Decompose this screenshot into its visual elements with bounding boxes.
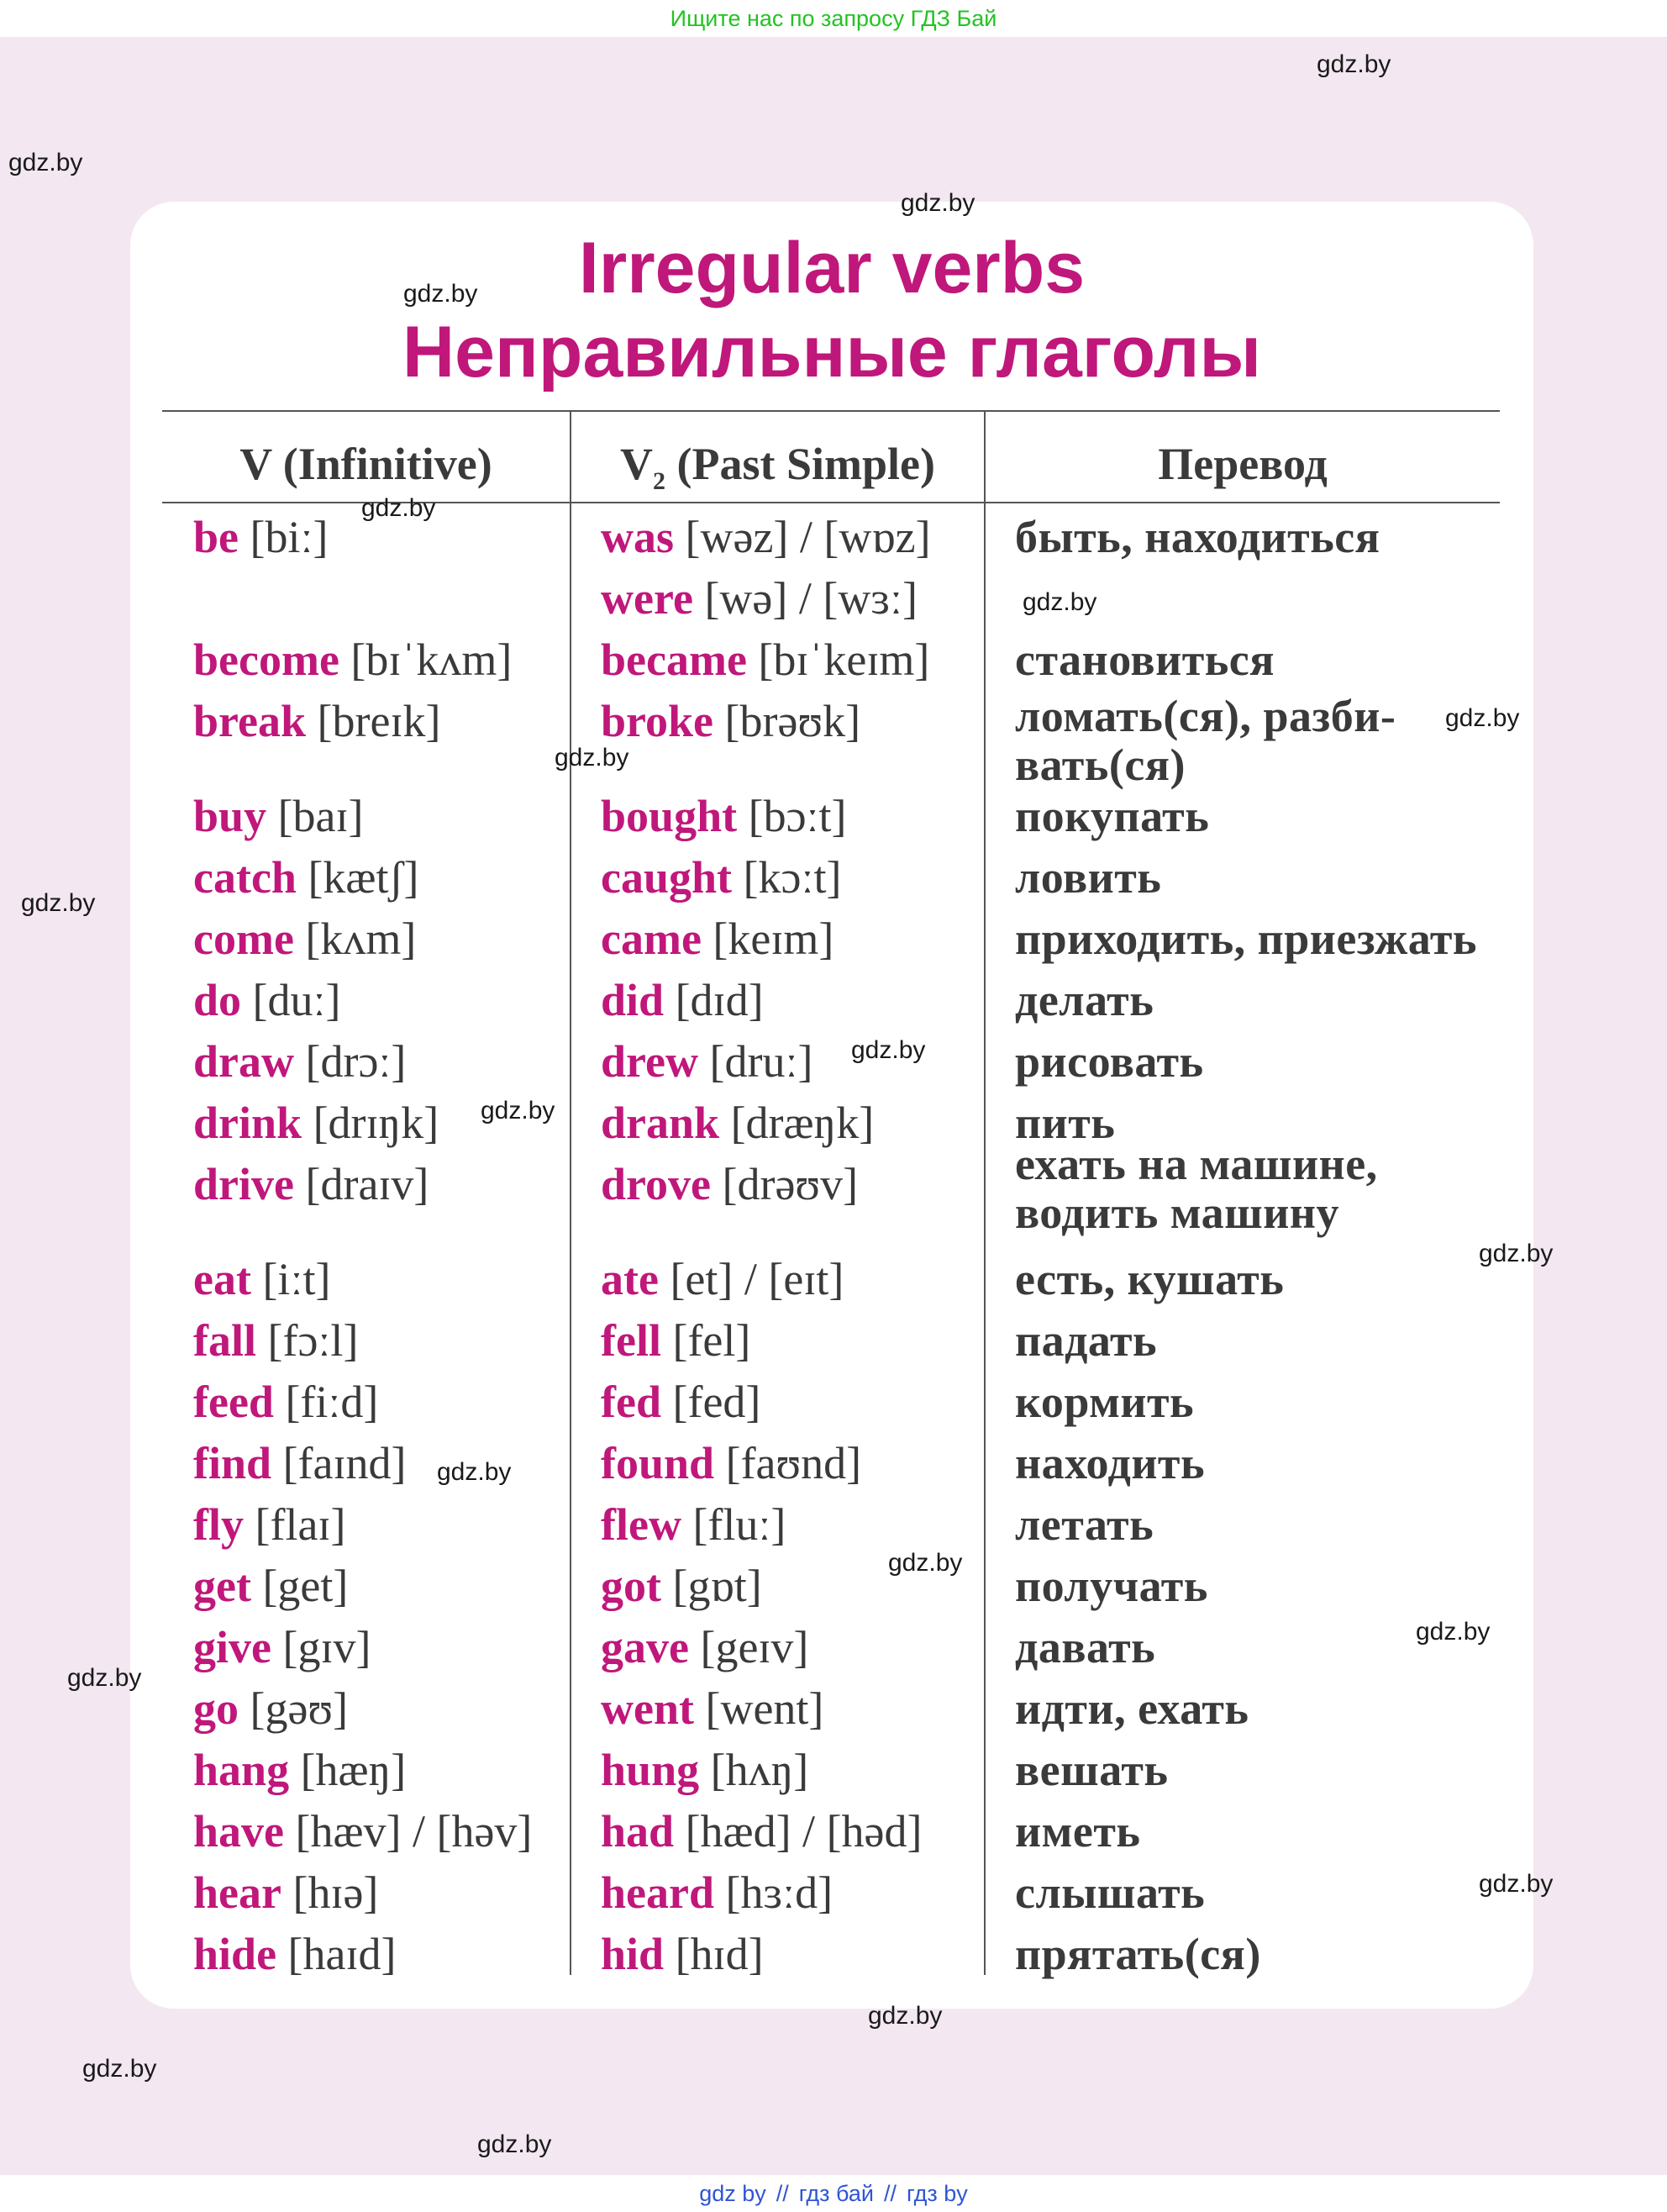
past-verb: ate	[601, 1254, 659, 1304]
infinitive-verb: find	[193, 1438, 272, 1488]
infinitive-verb: fly	[193, 1499, 244, 1550]
table-row	[130, 853, 1533, 914]
past-simple-cell	[601, 1684, 823, 1733]
infinitive-verb: fall	[193, 1315, 256, 1366]
infinitive-cell	[193, 1439, 406, 1488]
translation-text: вешать	[1015, 1745, 1169, 1795]
infinitive-verb: become	[193, 635, 339, 685]
table-row	[130, 1139, 1533, 1255]
watermark: gdz.by	[868, 2002, 943, 2030]
translation-text-cont: вать(ся)	[1015, 740, 1186, 790]
watermark: gdz.by	[481, 1097, 555, 1124]
translation-cell	[1015, 1255, 1284, 1304]
translation-cell	[1015, 914, 1477, 963]
past-transcription: [dɪd]	[664, 975, 764, 1025]
infinitive-verb: get	[193, 1561, 251, 1611]
table-row	[130, 691, 1533, 792]
past-verb: fell	[601, 1315, 661, 1366]
translation-text: делать	[1015, 975, 1154, 1025]
past-simple-cell	[601, 635, 929, 684]
infinitive-cell	[193, 1807, 532, 1856]
infinitive-cell	[193, 976, 341, 1024]
infinitive-cell	[193, 1098, 439, 1147]
past-transcription: [kɔːt]	[732, 852, 842, 903]
infinitive-transcription: [get]	[250, 1561, 349, 1611]
title-russian: Неправильные глаголы	[402, 312, 1261, 392]
verbs-card	[130, 202, 1533, 2009]
past-verb: fed	[601, 1377, 661, 1427]
infinitive-transcription: [kʌm]	[293, 914, 417, 964]
translation-cell	[1015, 1930, 1261, 1978]
translation-cell	[1015, 1377, 1194, 1426]
table-row	[130, 1377, 1533, 1439]
past-transcription: [fed]	[660, 1377, 761, 1427]
header-past-simple	[571, 430, 984, 498]
past-simple-cell	[601, 1316, 750, 1365]
past-transcription: [bɔːt]	[737, 791, 847, 841]
table-row	[130, 976, 1533, 1037]
infinitive-cell	[193, 1746, 406, 1794]
banner-separator: //	[776, 2181, 789, 2206]
infinitive-verb: drive	[193, 1159, 294, 1209]
translation-text: есть, кушать	[1015, 1254, 1285, 1304]
infinitive-verb: catch	[193, 852, 297, 903]
table-row	[130, 574, 1533, 635]
translation-text: ломать(ся), разби-	[1015, 691, 1396, 741]
translation-text: покупать	[1015, 791, 1210, 841]
past-simple-cell	[601, 697, 860, 745]
table-row	[130, 1439, 1533, 1500]
infinitive-transcription: [kætʃ]	[296, 852, 419, 903]
translation-cell	[1015, 1623, 1155, 1672]
watermark: gdz.by	[1479, 1870, 1554, 1898]
past-verb: did	[601, 975, 665, 1025]
watermark: gdz.by	[1445, 704, 1520, 732]
past-transcription: [fluː]	[681, 1499, 786, 1550]
infinitive-verb: have	[193, 1806, 284, 1856]
infinitive-transcription: [drɔː]	[294, 1036, 407, 1087]
infinitive-transcription: [haɪd]	[276, 1929, 397, 1979]
infinitive-transcription: [hɪə]	[281, 1867, 379, 1918]
past-verb: hid	[601, 1929, 665, 1979]
past-transcription: [drəʊv]	[711, 1159, 859, 1209]
watermark: gdz.by	[361, 494, 436, 522]
bottom-banner[interactable]	[0, 2175, 1667, 2212]
translation-text: иметь	[1015, 1806, 1141, 1856]
translation-text: получать	[1015, 1561, 1208, 1611]
infinitive-transcription: [baɪ]	[266, 791, 364, 841]
past-verb: caught	[601, 852, 733, 903]
table-row	[130, 914, 1533, 976]
infinitive-verb: hide	[193, 1929, 277, 1979]
past-verb: flew	[601, 1499, 681, 1550]
infinitive-cell	[193, 792, 364, 840]
past-transcription: [bɪˈkeɪm]	[746, 635, 930, 685]
past-simple-cell	[601, 792, 847, 840]
watermark: gdz.by	[1479, 1240, 1554, 1267]
translation-cell	[1015, 853, 1161, 902]
translation-cell	[1015, 1500, 1154, 1549]
banner-link[interactable]: гдз бай	[798, 2181, 874, 2206]
infinitive-transcription: [iːt]	[250, 1254, 331, 1304]
infinitive-verb: do	[193, 975, 242, 1025]
infinitive-verb: hear	[193, 1867, 281, 1918]
past-simple-cell	[601, 914, 834, 963]
translation-text: находить	[1015, 1438, 1206, 1488]
table-row	[130, 1746, 1533, 1807]
infinitive-cell	[193, 697, 440, 745]
past-simple-cell	[601, 853, 841, 902]
past-transcription: [geɪv]	[688, 1622, 809, 1672]
table-row	[130, 513, 1533, 574]
past-simple-cell	[601, 1255, 844, 1304]
past-simple-cell	[601, 513, 931, 561]
translation-cell	[1015, 1807, 1140, 1856]
past-verb: broke	[601, 696, 714, 746]
infinitive-transcription: [draɪv]	[293, 1159, 429, 1209]
watermark: gdz.by	[477, 2130, 552, 2158]
translation-cell	[1015, 635, 1275, 684]
translation-cell	[1015, 1037, 1204, 1086]
infinitive-transcription: [biː]	[239, 512, 329, 562]
infinitive-cell	[193, 853, 418, 902]
header-past-v: V	[620, 439, 654, 489]
watermark: gdz.by	[8, 149, 83, 176]
infinitive-cell	[193, 1255, 330, 1304]
infinitive-verb: draw	[193, 1036, 294, 1087]
translation-cell	[1015, 792, 1209, 840]
infinitive-transcription: [gɪv]	[271, 1622, 371, 1672]
infinitive-cell	[193, 1868, 378, 1917]
infinitive-cell	[193, 1500, 345, 1549]
infinitive-transcription: [fiːd]	[273, 1377, 379, 1427]
past-verb: drove	[601, 1159, 711, 1209]
infinitive-cell	[193, 914, 416, 963]
table-row	[130, 1623, 1533, 1684]
infinitive-cell	[193, 1623, 371, 1672]
infinitive-transcription: [faɪnd]	[271, 1438, 407, 1488]
infinitive-verb: buy	[193, 791, 267, 841]
watermark: gdz.by	[851, 1036, 926, 1064]
past-transcription: [et] / [eɪt]	[658, 1254, 844, 1304]
infinitive-cell	[193, 1160, 429, 1209]
past-transcription: [went]	[693, 1683, 824, 1734]
past-transcription: [dræŋk]	[719, 1098, 875, 1148]
past-simple-cell	[601, 1930, 764, 1978]
past-simple-cell	[601, 1868, 833, 1917]
infinitive-cell	[193, 1562, 348, 1610]
past-simple-cell	[601, 574, 918, 623]
past-verb: heard	[601, 1867, 714, 1918]
infinitive-cell	[193, 1377, 378, 1426]
past-transcription: [hʌŋ]	[699, 1745, 809, 1795]
past-transcription: [hɜːd]	[714, 1867, 834, 1918]
past-simple-cell	[601, 1160, 858, 1209]
translation-cell	[1015, 976, 1154, 1024]
translation-cell	[1015, 513, 1380, 561]
header-translation: Перевод	[1158, 439, 1328, 489]
table-row	[130, 1684, 1533, 1746]
past-simple-cell	[601, 1098, 874, 1147]
watermark: gdz.by	[888, 1549, 963, 1577]
translation-text: быть, находиться	[1015, 512, 1380, 562]
table-top-rule	[162, 410, 1500, 412]
past-verb: drew	[601, 1036, 698, 1087]
past-simple-cell	[601, 1807, 923, 1856]
translation-cell	[1015, 1439, 1205, 1488]
infinitive-verb: come	[193, 914, 294, 964]
translation-cell	[1015, 1316, 1157, 1365]
past-simple-cell	[601, 1746, 808, 1794]
translation-text: слышать	[1015, 1867, 1206, 1918]
infinitive-transcription: [hæŋ]	[289, 1745, 407, 1795]
header-infinitive: V (Infinitive)	[239, 439, 492, 489]
infinitive-transcription: [fɔːl]	[256, 1315, 359, 1366]
past-transcription: [gɒt]	[660, 1561, 762, 1611]
past-verb: got	[601, 1561, 661, 1611]
past-transcription: [faʊnd]	[714, 1438, 862, 1488]
translation-text: становиться	[1015, 635, 1275, 685]
past-verb: came	[601, 914, 702, 964]
table-row	[130, 1930, 1533, 1991]
translation-text: рисовать	[1015, 1036, 1204, 1087]
translation-text: пить	[1015, 1098, 1116, 1148]
infinitive-verb: eat	[193, 1254, 251, 1304]
translation-cell	[1015, 1140, 1378, 1237]
past-transcription: [wə] / [wɜː]	[692, 573, 918, 624]
banner-link[interactable]: гдз by	[907, 2181, 968, 2206]
past-verb: found	[601, 1438, 715, 1488]
translation-cell	[1015, 692, 1396, 789]
infinitive-verb: feed	[193, 1377, 274, 1427]
title-english: Irregular verbs	[578, 228, 1086, 308]
past-transcription: [wəz] / [wɒz]	[674, 512, 931, 562]
past-simple-cell	[601, 1562, 762, 1610]
past-simple-cell	[601, 976, 764, 1024]
table-row	[130, 1255, 1533, 1316]
translation-text-cont: водить машину	[1015, 1188, 1339, 1238]
past-transcription: [hæd] / [həd]	[674, 1806, 923, 1856]
infinitive-transcription: [breɪk]	[306, 696, 441, 746]
infinitive-transcription: [hæv] / [həv]	[284, 1806, 533, 1856]
infinitive-cell	[193, 1037, 406, 1086]
watermark: gdz.by	[82, 2055, 157, 2083]
header-past-label: (Past Simple)	[665, 439, 935, 489]
watermark: gdz.by	[901, 189, 975, 217]
past-verb: had	[601, 1806, 675, 1856]
infinitive-transcription: [drɪŋk]	[302, 1098, 439, 1148]
past-simple-cell	[601, 1623, 808, 1672]
watermark: gdz.by	[1416, 1618, 1491, 1646]
past-transcription: [hɪd]	[664, 1929, 764, 1979]
infinitive-cell	[193, 513, 328, 561]
table-row	[130, 1562, 1533, 1623]
watermark: gdz.by	[403, 280, 478, 308]
translation-text: приходить, приезжать	[1015, 914, 1477, 964]
infinitive-transcription: [flaɪ]	[244, 1499, 346, 1550]
translation-text: идти, ехать	[1015, 1683, 1249, 1734]
translation-text: кормить	[1015, 1377, 1195, 1427]
translation-text: прятать(ся)	[1015, 1929, 1261, 1979]
infinitive-cell	[193, 1684, 348, 1733]
translation-text: давать	[1015, 1622, 1156, 1672]
past-simple-cell	[601, 1500, 786, 1549]
table-row	[130, 635, 1533, 697]
past-verb: were	[601, 573, 693, 624]
translation-text: ехать на машине,	[1015, 1139, 1378, 1189]
infinitive-verb: drink	[193, 1098, 302, 1148]
past-simple-cell	[601, 1439, 861, 1488]
past-transcription: [brəʊk]	[713, 696, 861, 746]
past-transcription: [fel]	[660, 1315, 751, 1366]
infinitive-transcription: [duː]	[241, 975, 341, 1025]
watermark: gdz.by	[1317, 50, 1391, 78]
past-transcription: [keɪm]	[701, 914, 834, 964]
translation-cell	[1015, 1868, 1205, 1917]
infinitive-verb: hang	[193, 1745, 290, 1795]
infinitive-transcription: [bɪˈkʌm]	[339, 635, 513, 685]
translation-cell	[1015, 1746, 1168, 1794]
translation-text: летать	[1015, 1499, 1154, 1550]
past-verb: was	[601, 512, 675, 562]
table-row	[130, 792, 1533, 853]
past-verb: hung	[601, 1745, 700, 1795]
past-transcription: [druː]	[698, 1036, 813, 1087]
watermark: gdz.by	[555, 744, 629, 772]
past-verb: became	[601, 635, 747, 685]
table-row	[130, 1037, 1533, 1098]
banner-link[interactable]: gdz by	[699, 2181, 766, 2206]
past-verb: gave	[601, 1622, 689, 1672]
past-verb: went	[601, 1683, 694, 1734]
past-verb: bought	[601, 791, 738, 841]
translation-text: падать	[1015, 1315, 1158, 1366]
translation-cell	[1015, 1562, 1208, 1610]
infinitive-verb: give	[193, 1622, 271, 1672]
header-past-sub: 2	[653, 466, 666, 495]
translation-text: ловить	[1015, 852, 1162, 903]
watermark: gdz.by	[67, 1664, 142, 1692]
infinitive-verb: break	[193, 696, 307, 746]
infinitive-cell	[193, 635, 512, 684]
infinitive-transcription: [gəʊ]	[239, 1683, 349, 1734]
watermark: gdz.by	[1023, 588, 1097, 616]
past-simple-cell	[601, 1037, 812, 1086]
translation-cell	[1015, 1684, 1249, 1733]
past-verb: drank	[601, 1098, 720, 1148]
table-row	[130, 1868, 1533, 1930]
infinitive-cell	[193, 1316, 358, 1365]
infinitive-cell	[193, 1930, 396, 1978]
past-simple-cell	[601, 1377, 760, 1426]
infinitive-verb: be	[193, 512, 239, 562]
table-row	[130, 1500, 1533, 1562]
verb-table-body	[130, 513, 1533, 1991]
banner-separator: //	[883, 2181, 897, 2206]
infinitive-verb: go	[193, 1683, 239, 1734]
top-banner[interactable]: Ищите нас по запросу ГДЗ Бай	[0, 0, 1667, 37]
watermark: gdz.by	[21, 889, 96, 917]
table-row	[130, 1316, 1533, 1377]
table-row	[130, 1807, 1533, 1868]
watermark: gdz.by	[437, 1458, 512, 1486]
